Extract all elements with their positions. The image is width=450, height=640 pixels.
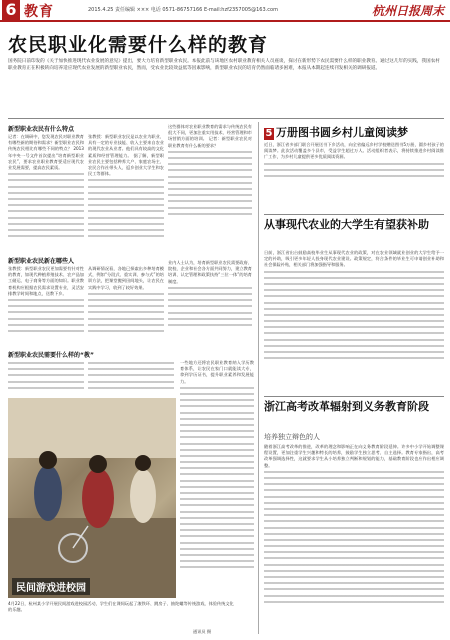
col-2b: 从调研情况看，各地已探索出多种培育模式，例如“分段式、重实训、参与式”的培训方法，把课堂搬到田间地头，让农民在实践中学习，收到了较好效果。 <box>88 266 164 346</box>
lead-lede: 国务院日前印发的《关于加快推进现代农业发展的意见》提出，要大力培育新型职业农民。本报此前与该地区农村职业教育相关人员座谈，探讨在新形势下农民需要什么样的职业教育。通过这几年的实践，我国农村职业教育正在积极转向培养适应现代农业发展的新型职业农民，然而，受农业比较效益低等因素影响，新型职业农民的培育仍然面临诸多困难，本报从本期起连续刊发相关的调研报道。 <box>8 59 440 71</box>
col-3c: 一些地方还将农民职业教育纳入学历教育体系，让农民在家门口就能读大专，拿到学历证书，提升职业素养和发展能力。 <box>180 360 254 600</box>
story2-title: 从事现代农业的大学生有望获补助 <box>264 218 429 231</box>
lead-headline: 农民职业化需要什么样的教育 <box>8 34 269 56</box>
story2-text: 日前，浙江省出台鼓励高校毕业生从事现代农业的政策，对在农业领域就业创业的大学生给予一定的补助，吸引更多年轻人投身现代农业建设。政策规定，符合条件的毕业生可申请创业补助和社会保险补贴，相关部门将加强指导和服务。 <box>264 250 444 392</box>
photo-illustration <box>8 398 176 598</box>
subhead-who: 新型职业农民新在哪些人 <box>8 258 75 265</box>
story3-text: 随着浙江高考改革的推进，改革的理念和影响正在向义务教育阶段延伸。许多中小学开始调整课程设置，更加注重学生兴趣和特长的培养，鼓励学生独立思考、自主选择。教育专家指出，高考改革强调选择性，这就要求学生从小培养独立判断和规划的能力，基础教育阶段也应作出相应调整。 <box>264 444 444 634</box>
story3-subtitle: 培养独立辩色的人 <box>264 433 320 441</box>
story3-title: 浙江高考改革辐射到义务教育阶段 <box>264 400 429 413</box>
col-3a <box>8 360 84 396</box>
subhead-education: 新型职业农民需要什么样的“教” <box>8 352 94 359</box>
story1-text: 近日，浙江省多部门联合开展送书下乡活动，向全省偏远乡村学校赠送图书5万册，圆乡村孩子的阅读梦。此次活动覆盖多个县市，受益学生超过万人。活动组织者表示，将持续推进乡村阅读推广工作，为乡村儿童提供更多优质阅读资源。 <box>264 142 444 212</box>
photo-title: 民间游戏进校园 <box>12 578 90 595</box>
col-2a: 张教授：新型职业农民更加需要有针对性的教育，如现代种植养殖技术、农产品加工储运、电子商务等方面的知识。职业教育机构应根据农民需求设置专业，灵活安排教学时间和地点，送教下乡。 <box>8 266 84 346</box>
subhead-characteristics: 新型职业农民有什么特点 <box>8 126 75 133</box>
page-number: 6 <box>2 0 20 20</box>
masthead <box>0 0 450 22</box>
story1-title: 5 万册图书圆乡村儿童阅读梦 <box>265 126 408 139</box>
col-1a: 记者：在调研中，您发现农民对职业教育有哪些新的期待和需求？新型职业农民和传统农民相比有哪些不同的特点？ 2013年中央一号文件首次提出“培育新型职业农民”，要求农业职业教育要适应现代农业发展需要，提高农民素质。 <box>8 134 84 252</box>
paper-name: 杭州日报周末 <box>371 4 444 18</box>
story-divider-2 <box>264 396 444 397</box>
col-1c: 这些群体对农业职业教育的需求与传统农民有很大不同，更加注重实用技术、经营管理和市场营销方面的培训。 记者：新型职业农民对职业教育有什么新的要求？ <box>168 124 252 252</box>
col-1b: 张教授：新型职业农民是以农业为职业、具有一定的专业技能、收入主要来自农业的现代农业从业者。他们具有较高的文化素质和经营管理能力。 据了解，新型职业农民主要包括种养大户、家庭农场主、农民合作社带头人、返乡创业大学生和农民工等群体。 <box>88 134 164 252</box>
story-divider-1 <box>264 214 444 215</box>
photo-caption: 4月22日，杭州某小学开展民间游戏进校园活动，学生们在课间玩起了滚铁环、跳房子、抽陀螺等传统游戏，体验传统文化的乐趣。 <box>8 601 234 612</box>
photo-credit: 通讯员 摄 <box>193 629 212 634</box>
col-3b <box>88 360 174 396</box>
section-name: 教育 <box>24 4 54 20</box>
news-photo <box>8 398 176 598</box>
edition-meta: 2015.4.25 责任编辑 ××× 电话 0571-86757166 E-mail:hzf2357005@163.com <box>88 7 278 13</box>
col-2c: 业内人士认为，培育新型职业农民需要政府、院校、企业和社会各方面共同努力，建立教育培训、认定管理和政策扶持“三位一体”的培育制度。 <box>168 260 252 346</box>
lead-divider <box>8 118 444 119</box>
column-separator <box>258 122 259 634</box>
